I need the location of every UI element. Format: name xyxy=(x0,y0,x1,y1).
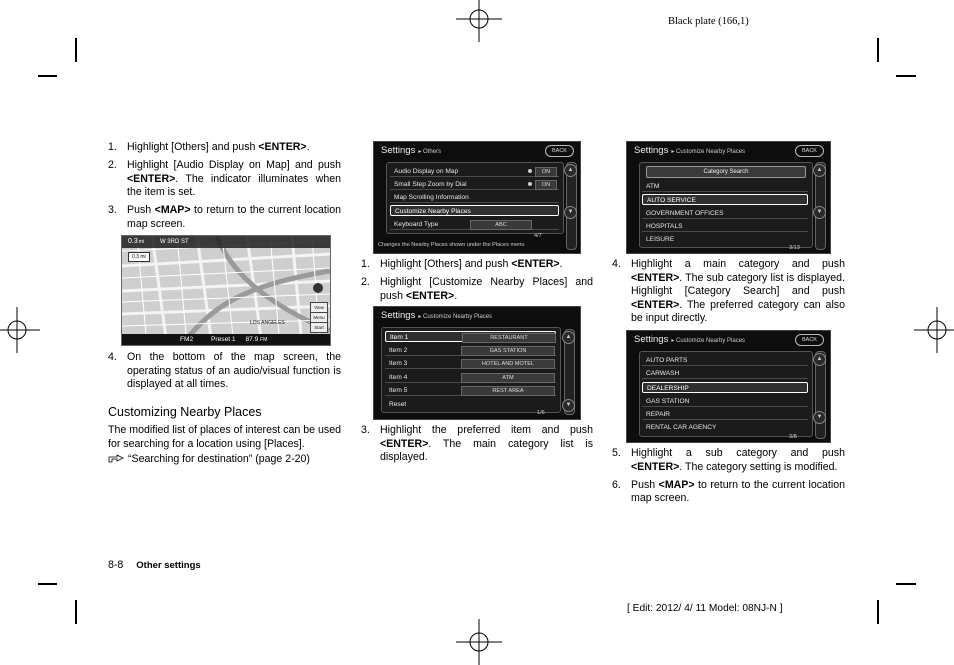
scroll-up-icon[interactable]: ▲ xyxy=(813,164,826,177)
back-button[interactable]: BACK xyxy=(795,334,824,346)
step-item: 4. Highlight a main category and push <ENTER>. The sub category list is displayed. Highlight [Category Search] and push <ENTER>. The preferred category can also be input directly. xyxy=(612,258,845,325)
category-list xyxy=(639,162,813,248)
list-item[interactable]: AUTO PARTS xyxy=(642,355,808,366)
registration-mark-right xyxy=(914,307,954,353)
screen-sub-category xyxy=(626,330,831,443)
items-list xyxy=(381,327,561,413)
registration-mark-left xyxy=(0,307,40,353)
column-3 xyxy=(612,258,845,330)
registration-mark-top xyxy=(456,0,502,42)
list-item[interactable]: HOSPITALS xyxy=(642,221,808,232)
screen-customize-items xyxy=(373,306,581,420)
step-item: 3. Highlight the preferred item and push <ENTER>. The main category list is displayed. xyxy=(361,424,593,464)
list-item[interactable]: Item 5 REST AREA xyxy=(385,385,556,396)
help-text: Changes the Nearby Places shown under the Places menu xyxy=(378,242,525,248)
map-start-button[interactable]: Start xyxy=(310,322,328,333)
list-item[interactable]: Audio Display on Map ON xyxy=(390,166,559,177)
settings-list xyxy=(386,162,564,234)
map-screen xyxy=(121,235,331,346)
scroll-down-icon[interactable]: ▼ xyxy=(813,206,826,219)
edit-info: [ Edit: 2012/ 4/ 11 Model: 08NJ-N ] xyxy=(627,603,783,614)
list-item[interactable]: Item 2 GAS STATION xyxy=(385,345,556,356)
page-footer xyxy=(108,559,201,571)
list-item-selected[interactable]: AUTO SERVICE xyxy=(642,194,808,205)
map-menu-button[interactable]: Menu xyxy=(310,312,328,323)
back-button[interactable]: BACK xyxy=(795,145,824,157)
page-indicator: 1/6 xyxy=(537,410,545,416)
list-item[interactable]: LEISURE xyxy=(646,236,675,243)
list-item[interactable]: CARWASH xyxy=(642,368,808,379)
subcategory-list xyxy=(639,351,813,437)
section-paragraph: The modified list of places of interest can be used for searching for a location using [Places]. xyxy=(108,424,341,450)
list-item[interactable]: GOVERNMENT OFFICES xyxy=(642,208,808,219)
list-item[interactable]: GAS STATION xyxy=(642,396,808,407)
step-item: 6. Push <MAP> to return to the current location map screen. xyxy=(612,478,846,505)
steps-list-a xyxy=(361,258,593,303)
step-item: 4. On the bottom of the map screen, the operating status of an audio/visual function is displayed at all times. xyxy=(108,351,341,391)
scroll-up-icon[interactable]: ▲ xyxy=(564,164,577,177)
screen-main-category xyxy=(626,141,831,254)
column-1 xyxy=(108,141,341,236)
map-place-label: LOS ANGELES xyxy=(250,320,285,326)
page-indicator: 4/7 xyxy=(534,233,542,239)
steps-list-a xyxy=(108,141,341,232)
column-1-lower xyxy=(108,351,341,466)
scroll-down-icon[interactable]: ▼ xyxy=(813,411,826,424)
back-button[interactable]: BACK xyxy=(545,145,574,157)
scroll-down-icon[interactable]: ▼ xyxy=(564,206,577,219)
step-item: 2. Highlight [Customize Nearby Places] and push <ENTER>. xyxy=(361,276,593,302)
step-item: 2. Highlight [Audio Display on Map] and push <ENTER>. The indicator illuminates when the item is set. xyxy=(108,159,341,199)
screen-title: Settings ▸ Customize Nearby Places xyxy=(634,334,746,345)
list-item-selected[interactable]: DEALERSHIP xyxy=(642,382,808,393)
plate-label: Black plate (166,1) xyxy=(668,16,749,27)
list-item[interactable]: Keyboard Type ABC xyxy=(390,219,559,230)
step-item: 1. Highlight [Others] and push <ENTER>. xyxy=(361,258,563,270)
list-item[interactable]: REPAIR xyxy=(642,409,808,420)
list-item[interactable]: Item 3 HOTEL AND MOTEL xyxy=(385,358,556,369)
registration-mark-bottom xyxy=(456,619,502,665)
footer-section-title: Other settings xyxy=(136,560,201,571)
audio-status-bar: FM2 Preset 1 87.9 FM xyxy=(122,334,330,345)
map-roads xyxy=(122,236,330,345)
list-item-selected[interactable]: Customize Nearby Places xyxy=(390,205,559,216)
list-item-selected[interactable]: Item 1 RESTAURANT xyxy=(385,331,556,342)
steps-list-b xyxy=(108,351,341,392)
reference-line: “Searching for destination” (page 2-20) xyxy=(108,453,341,467)
map-zoom-label: 0.3 mi xyxy=(128,252,150,262)
reset-item[interactable]: Reset xyxy=(389,401,407,408)
scroll-down-icon[interactable]: ▼ xyxy=(562,399,575,412)
column-3-lower xyxy=(612,447,845,510)
list-item[interactable]: Item 4 ATM xyxy=(385,372,556,383)
steps-list-b xyxy=(361,424,593,465)
list-item[interactable]: ATM xyxy=(642,181,808,192)
page-number: 8-8 xyxy=(108,559,124,571)
map-view-button[interactable]: View xyxy=(310,302,328,313)
step-item: 1. Highlight [Others] and push <ENTER>. xyxy=(108,141,310,153)
steps-list-a xyxy=(612,258,845,326)
screen-title: Settings ▸ Customize Nearby Places xyxy=(381,310,493,321)
column-2-lower xyxy=(361,424,593,469)
scroll-up-icon[interactable]: ▲ xyxy=(562,331,575,344)
list-item[interactable]: RENTAL CAR AGENCY xyxy=(646,424,717,431)
list-item[interactable]: Small Step Zoom by Dial ON xyxy=(390,179,559,190)
scroll-up-icon[interactable]: ▲ xyxy=(813,353,826,366)
steps-list-b xyxy=(612,447,845,506)
page-indicator: 3/13 xyxy=(789,245,800,251)
step-item: 3. Push <MAP> to return to the current location map screen. xyxy=(108,204,342,230)
map-top-bar: 0.3mi W 3RD ST xyxy=(122,236,330,248)
category-search-button[interactable]: Category Search xyxy=(646,166,806,178)
page-indicator: 3/8 xyxy=(789,434,797,440)
screen-title: Settings ▸ Others xyxy=(381,145,442,156)
step-item: 5. Highlight a sub category and push <ENTER>. The category setting is modified. xyxy=(612,447,845,473)
column-2 xyxy=(361,258,593,308)
screen-title: Settings ▸ Customize Nearby Places xyxy=(634,145,746,156)
screen-settings-others xyxy=(373,141,581,254)
section-title: Customizing Nearby Places xyxy=(108,404,262,419)
pointing-hand-icon xyxy=(108,453,124,464)
list-item[interactable]: Map Scrolling Information xyxy=(390,192,559,203)
